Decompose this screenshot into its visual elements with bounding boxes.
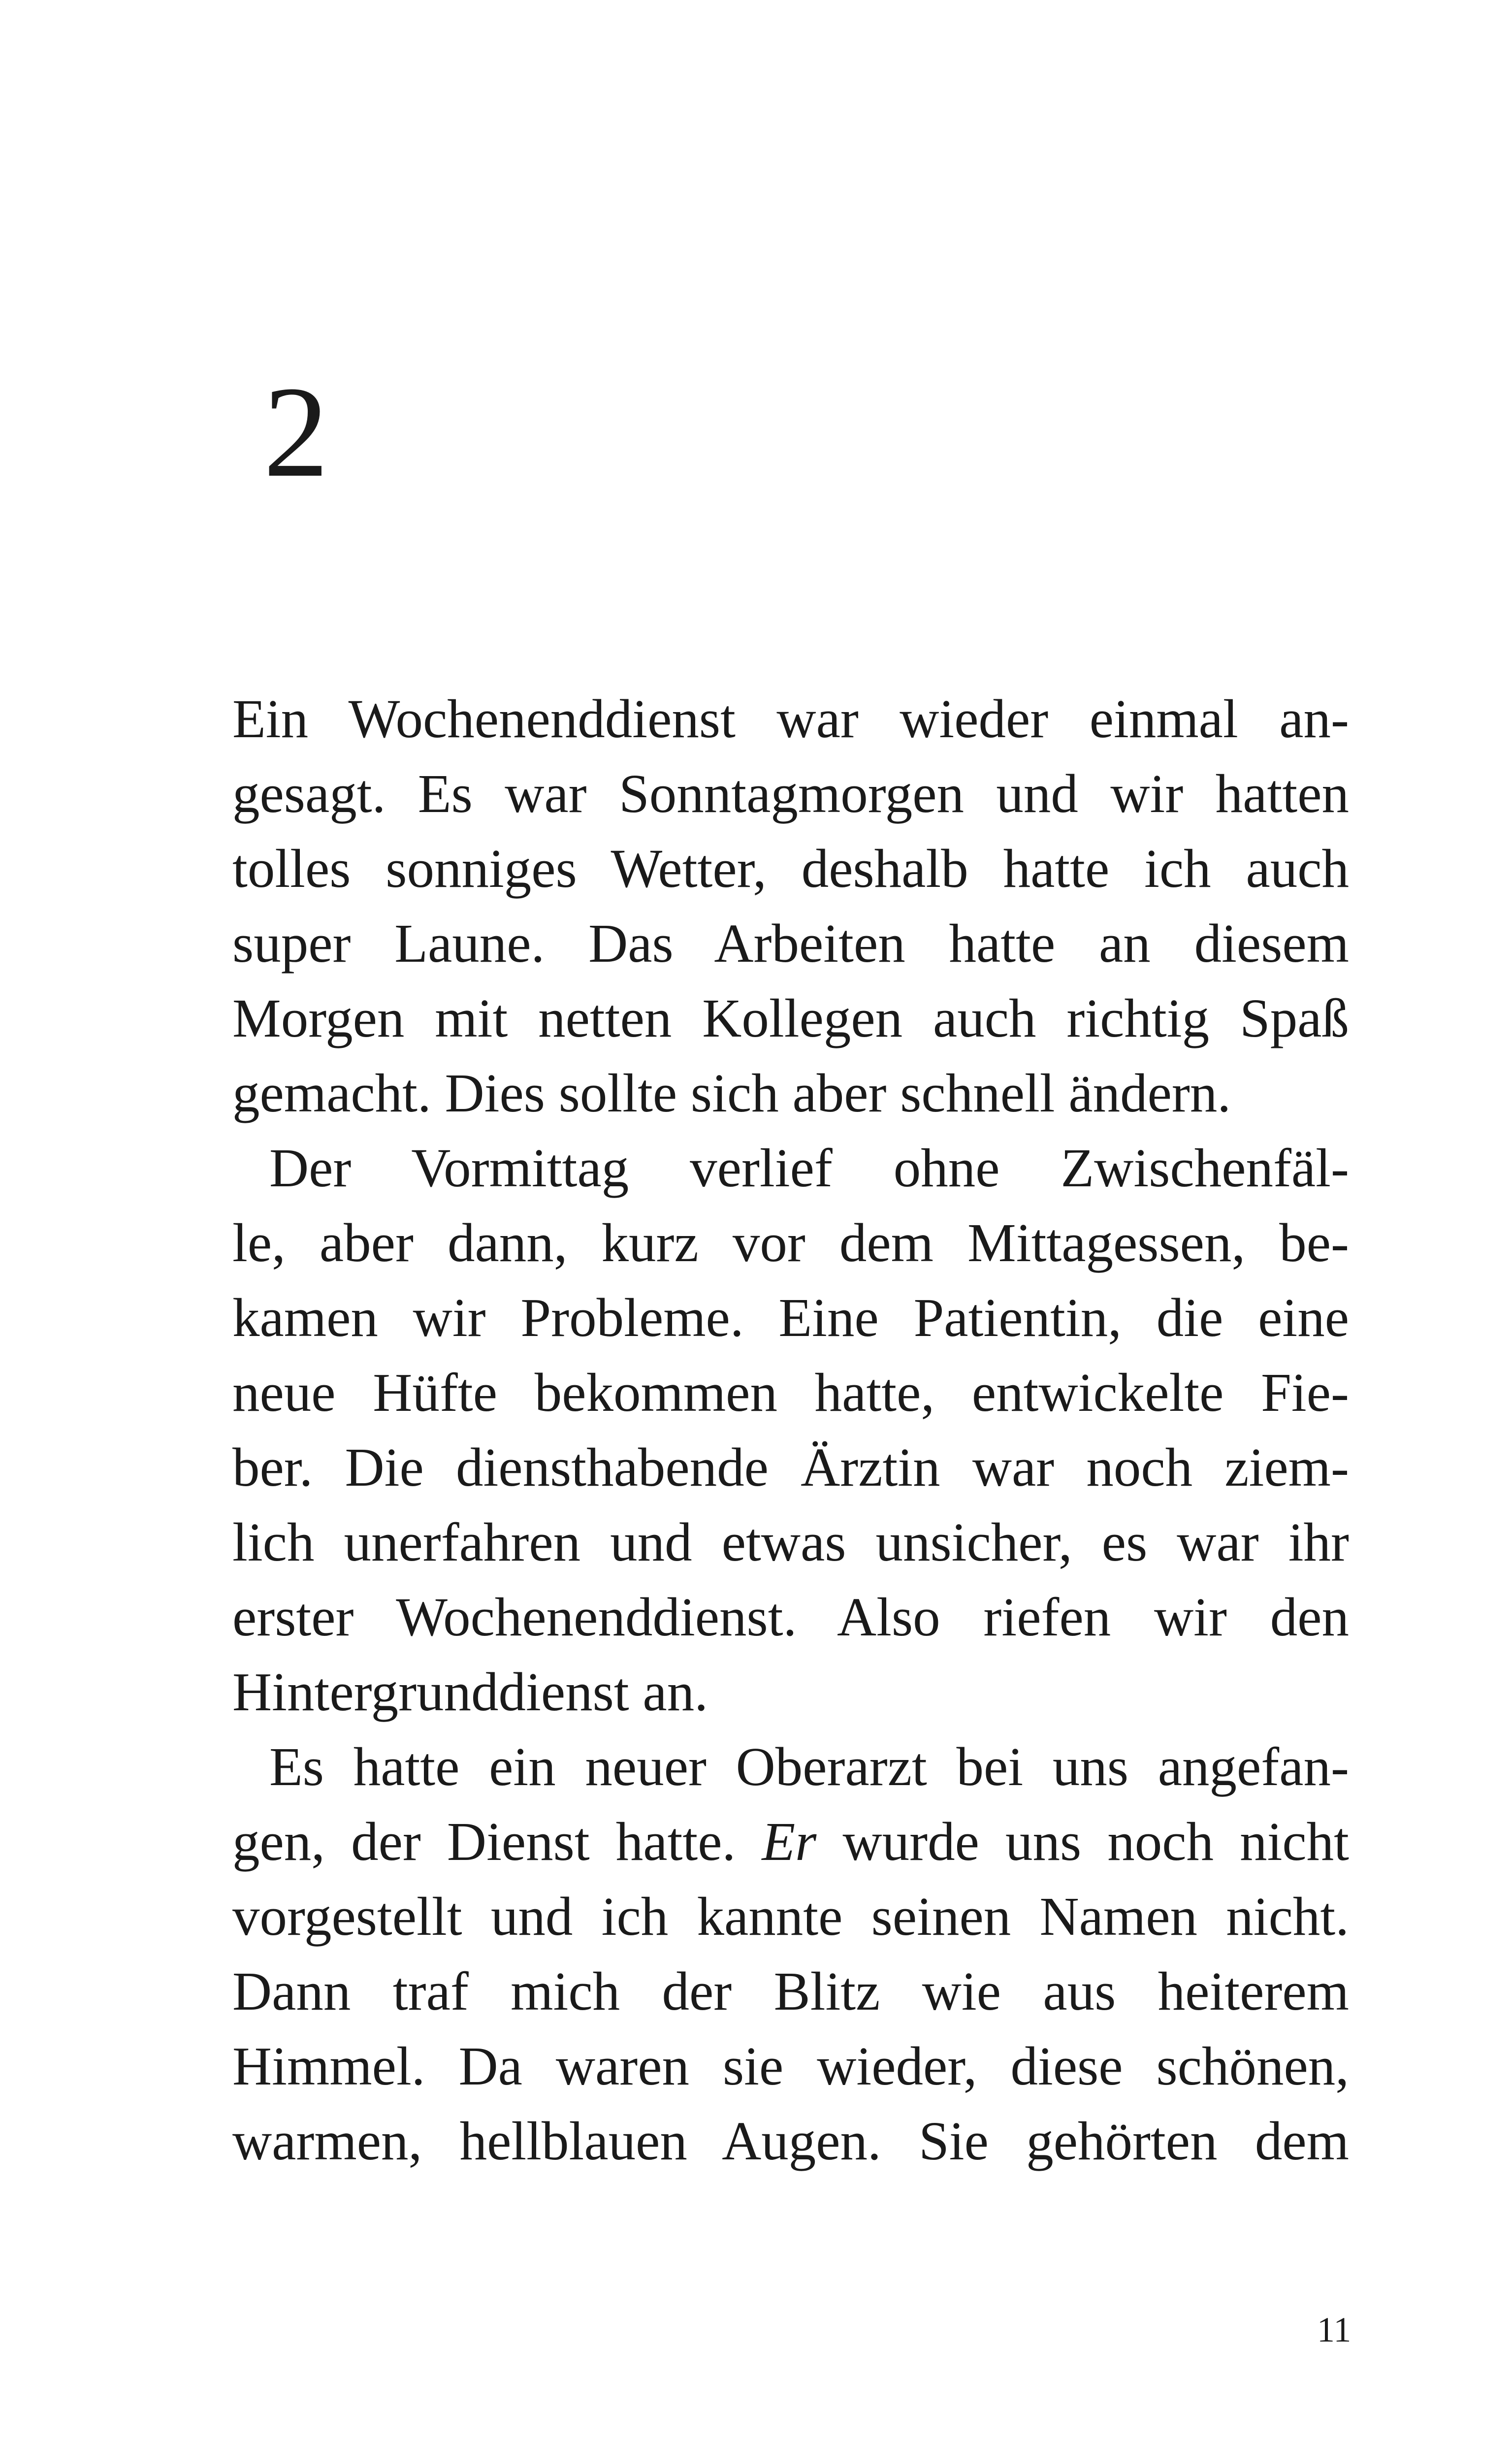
text-line: vorgestellt und ich kannte seinen Namen nicht. <box>232 1887 1349 1947</box>
text-line: Der Vormittag verlief ohne Zwischenfäl- <box>269 1138 1349 1199</box>
page-number: 11 <box>1317 2310 1351 2349</box>
text-line: Himmel. Da waren sie wieder, diese schönen, <box>232 2036 1349 2097</box>
emphasis-text: Er <box>762 1812 817 1872</box>
body-text <box>232 682 1349 2179</box>
text-fragment: gen, der Dienst hatte. <box>232 1812 736 1872</box>
text-fragment: wurde uns noch nicht <box>842 1812 1350 1872</box>
text-line: Es hatte ein neuer Oberarzt bei uns angefan- <box>269 1737 1349 1797</box>
text-line: kamen wir Probleme. Eine Patientin, die eine <box>232 1288 1349 1348</box>
text-line: lich unerfahren und etwas unsicher, es war ihr <box>232 1512 1349 1573</box>
text-line: Hintergrunddienst an. <box>232 1662 708 1723</box>
text-line: Ein Wochenenddienst war wieder einmal an- <box>232 689 1349 749</box>
text-line <box>232 1805 1349 1880</box>
chapter-number: 2 <box>263 360 329 504</box>
text-line: neue Hüfte bekommen hatte, entwickelte Fie- <box>232 1363 1349 1423</box>
text-line: gemacht. Dies sollte sich aber schnell ändern. <box>232 1063 1231 1124</box>
text-line: gesagt. Es war Sonntagmorgen und wir hatten <box>232 764 1349 824</box>
text-line: warmen, hellblauen Augen. Sie gehörten dem <box>232 2111 1349 2172</box>
text-line: erster Wochenenddienst. Also riefen wir den <box>232 1587 1349 1648</box>
text-line: le, aber dann, kurz vor dem Mittagessen, be- <box>232 1213 1349 1273</box>
text-line: Dann traf mich der Blitz wie aus heiterem <box>232 1961 1349 2022</box>
text-line: ber. Die diensthabende Ärztin war noch ziem- <box>232 1437 1349 1498</box>
text-line: tolles sonniges Wetter, deshalb hatte ich auch <box>232 839 1349 899</box>
text-line: Morgen mit netten Kollegen auch richtig Spaß <box>232 988 1349 1049</box>
text-line: super Laune. Das Arbeiten hatte an diesem <box>232 913 1349 974</box>
